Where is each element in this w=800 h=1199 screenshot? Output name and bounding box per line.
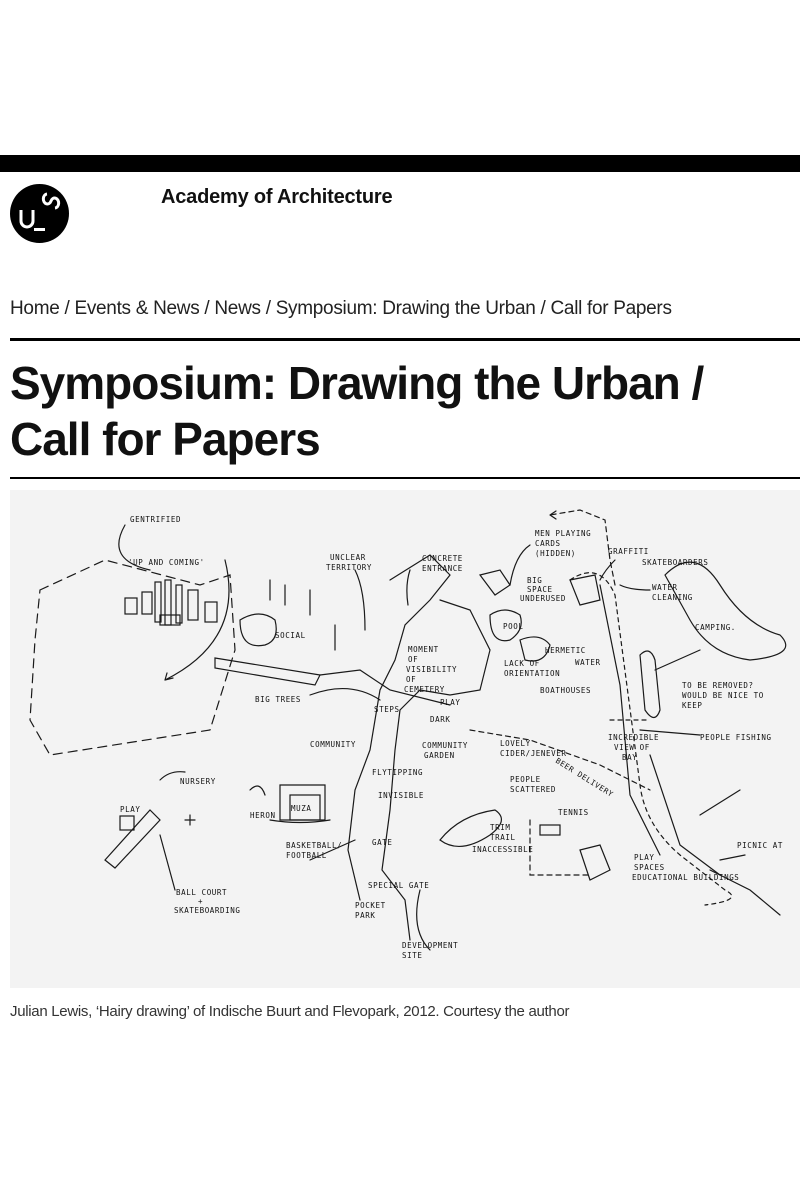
map-label: SPECIAL GATE (368, 881, 430, 890)
hairy-drawing-figure (10, 490, 800, 988)
site-title-link[interactable]: Academy of Architecture (161, 186, 393, 208)
title-divider-top (10, 338, 800, 341)
map-label: MEN PLAYING (535, 529, 592, 538)
map-label: CARDS (535, 539, 561, 548)
map-label: CEMETERY (404, 685, 445, 694)
page-title-line-1: Symposium: Drawing the Urban / (10, 357, 704, 409)
page-title-line-2: Call for Papers (10, 413, 320, 465)
title-divider-bottom (10, 477, 800, 479)
top-bar (0, 155, 800, 172)
map-label: 'UP AND COMING' (128, 558, 205, 567)
map-label: TRIM (490, 823, 511, 832)
map-label: MUZA (291, 804, 312, 813)
breadcrumb-separator: / (540, 298, 546, 319)
map-label: GATE (372, 838, 393, 847)
map-label: SKATEBOARDING (174, 906, 241, 915)
map-label: FOOTBALL (286, 851, 327, 860)
breadcrumb-current: Call for Papers (550, 298, 672, 319)
map-label: WATER (575, 658, 601, 667)
map-label: STEPS (374, 705, 400, 714)
map-label: POOL (503, 622, 524, 631)
breadcrumb-separator: / (265, 298, 271, 319)
breadcrumb-news[interactable]: News (214, 298, 261, 319)
map-label: POCKET (355, 901, 386, 910)
map-label: EDUCATIONAL BUILDINGS (632, 873, 740, 882)
map-label: NURSERY (180, 777, 216, 786)
map-label: HERON (250, 811, 276, 820)
map-label: PLAY (120, 805, 141, 814)
map-label: UNDERUSED (520, 594, 567, 603)
map-label: MOMENT (408, 645, 439, 654)
map-label: DEVELOPMENT (402, 941, 459, 950)
map-label: BASKETBALL/ (286, 841, 343, 850)
map-label: COMMUNITY (310, 740, 357, 749)
map-label: PEOPLE FISHING (700, 733, 772, 742)
map-label: GENTRIFIED (130, 515, 182, 524)
map-label: BAY (622, 753, 638, 762)
breadcrumb-symposium[interactable]: Symposium: Drawing the Urban (275, 298, 536, 319)
map-label: COMMUNITY (422, 741, 469, 750)
figure-caption: Julian Lewis, ‘Hairy drawing’ of Indische Buurt and Flevopark, 2012. Courtesy the author (10, 1003, 570, 1020)
map-label: INVISIBLE (378, 791, 425, 800)
map-label: SKATEBOARDERS (642, 558, 709, 567)
map-label: INACCESSIBLE (472, 845, 534, 854)
map-label: HERMETIC (545, 646, 586, 655)
map-label: (HIDDEN) (535, 549, 576, 558)
map-label: VISIBILITY (406, 665, 458, 674)
map-label: TENNIS (558, 808, 589, 817)
map-label: PEOPLE (510, 775, 541, 784)
breadcrumb (10, 298, 672, 320)
map-label: SITE (402, 951, 423, 960)
breadcrumb-separator: / (204, 298, 210, 319)
map-label: SCATTERED (510, 785, 557, 794)
map-label: SOCIAL (275, 631, 306, 640)
map-label: BIG (527, 576, 543, 585)
map-label: FLYTIPPING (372, 768, 424, 777)
page-title (10, 355, 800, 467)
map-label: + (198, 897, 204, 906)
map-label: ORIENTATION (504, 669, 561, 678)
map-label: WOULD BE NICE TO (682, 691, 764, 700)
map-label: UNCLEAR (330, 553, 366, 562)
breadcrumb-home[interactable]: Home (10, 298, 60, 319)
map-label: GARDEN (424, 751, 455, 760)
map-label: ENTRANCE (422, 564, 463, 573)
breadcrumb-events-news[interactable]: Events & News (74, 298, 200, 319)
map-label: BALL COURT (176, 888, 228, 897)
map-label: CAMPING. (695, 623, 736, 632)
map-label: OF (406, 675, 417, 684)
map-label: PLAY (634, 853, 655, 862)
hand-drawn-map (10, 490, 800, 988)
map-label: SPACES (634, 863, 665, 872)
map-label: CLEANING (652, 593, 693, 602)
map-label: GRAFFITI (608, 547, 649, 556)
map-label: PARK (355, 911, 376, 920)
map-label: BIG TREES (255, 695, 302, 704)
map-label: CIDER/JENEVER (500, 749, 567, 758)
map-labels (120, 515, 783, 960)
map-label: PLAY (440, 698, 461, 707)
map-label: WATER (652, 583, 678, 592)
map-label: LOVELY (500, 739, 531, 748)
map-label: SPACE (527, 585, 553, 594)
map-label: OF (408, 655, 419, 664)
map-label: VIEW OF (614, 743, 650, 752)
map-label: BOATHOUSES (540, 686, 592, 695)
map-label: CONCRETE (422, 554, 463, 563)
usi-logo[interactable] (10, 184, 69, 243)
map-label: LACK OF (504, 659, 540, 668)
map-label: INCREDIBLE (608, 733, 660, 742)
map-label: TO BE REMOVED? (682, 681, 754, 690)
map-label: BEER DELIVERY (553, 756, 616, 799)
map-label: KEEP (682, 701, 703, 710)
breadcrumb-separator: / (64, 298, 70, 319)
map-label: PICNIC AT (737, 841, 784, 850)
map-label: DARK (430, 715, 451, 724)
map-label: TRAIL (490, 833, 516, 842)
map-label: TERRITORY (326, 563, 373, 572)
